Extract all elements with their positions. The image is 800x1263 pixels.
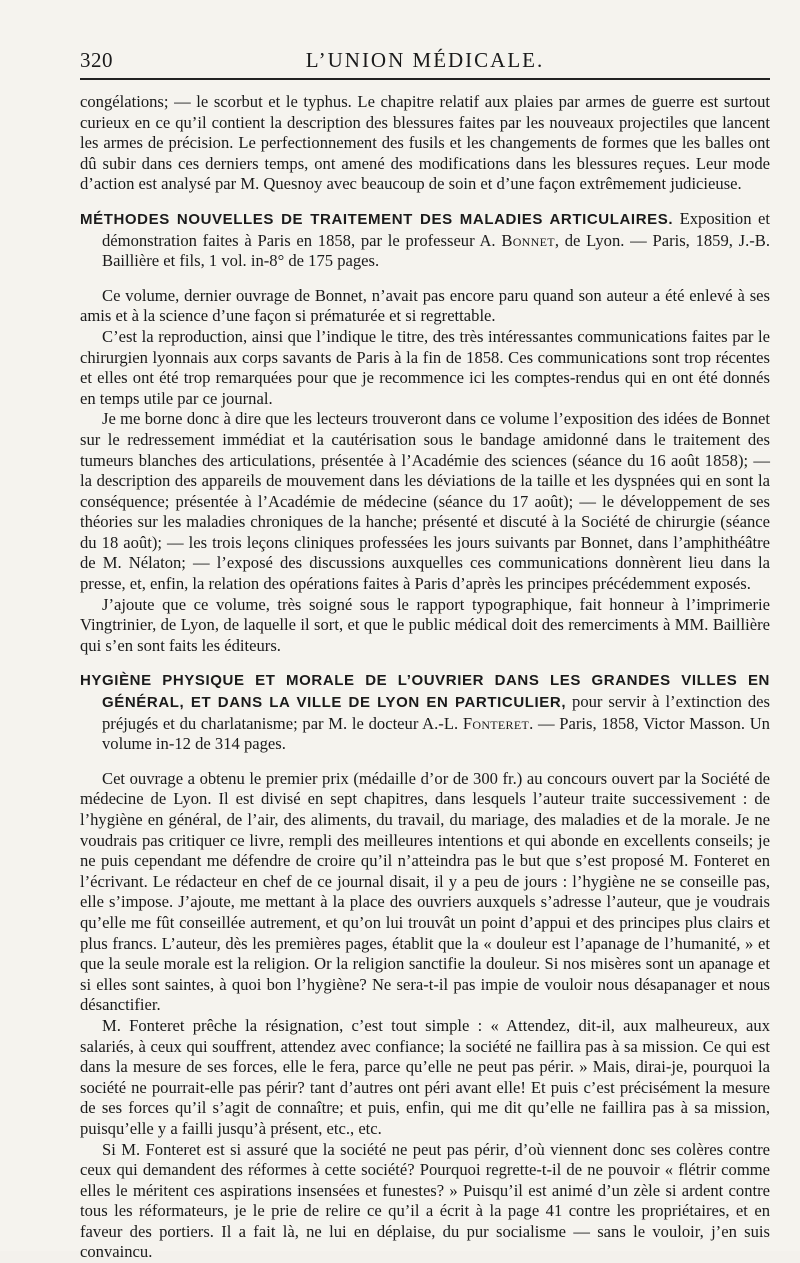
intro-paragraph: congélations; — le scorbut et le typhus. Le chapitre relatif aux plaies par armes de guerre est surtout curieux en ce qu’il contient la description des blessures faites par les nouveaux projectiles que lancent les armes de précision. Le perfectionnement des fusils et les changements de formes que les balles ont dû subir dans ces derniers temps, ont amené des modifications dans les blessures reçues. Leur mode d’action est analysé par M. Quesnoy avec beaucoup de soin et d’une façon extrêmement judicieuse.	[80, 92, 770, 195]
review-entry-2	[80, 670, 770, 754]
review1-paragraph-2: C’est la reproduction, ainsi que l’indique le titre, des très intéressantes communications faites par le chirurgien lyonnais aux corps savants de Paris à la fin de 1858. Ces communications sont trop récentes et elles ont été trop remarquées pour que je recommence ici les comptes-rendus qui en ont été donnés en temps utile par ce journal.	[80, 327, 770, 409]
review-author-1: Bonnet	[501, 231, 555, 250]
page-number: 320	[80, 48, 113, 73]
review-citation-2a: pour servir à l’extinction des préjugés et du charlatanisme; par M. le docteur A.-L.	[102, 692, 770, 733]
review-heading-1: MÉTHODES NOUVELLES DE TRAITEMENT DES MALADIES ARTICULAIRES.	[80, 211, 673, 228]
page-header	[80, 44, 770, 74]
page-body	[80, 92, 770, 1263]
review2-paragraph-1: Cet ouvrage a obtenu le premier prix (médaille d’or de 300 fr.) au concours ouvert par la Société de médecine de Lyon. Il est divisé en sept chapitres, dans lesquels l’auteur traite successivement : de l’hygiène en général, de l’air, des aliments, du travail, du mariage, des maladies et de la morale. Je ne voudrais pas critiquer ce livre, rempli des meilleures intentions et qui abonde en excellents conseils; je ne puis cependant me défendre de croire qu’il n’atteindra pas le but que s’est proposé M. Fonteret en l’écrivant. Le rédacteur en chef de ce journal disait, il y a peu de jours : l’hygiène ne se conseille pas, elle s’impose. J’ajoute, me mettant à la place des ouvriers auxquels s’adresse l’auteur, que je voudrais qu’elle me fût conseillée autrement, et qu’on lui trouvât un point d’appui et des principes plus clairs et plus francs. L’auteur, dès les premières pages, établit que la « douleur est l’apanage de l’humanité, » et que la seule morale est la religion. Or la religion sanctifie la douleur. Si nos misères sont un apanage et si elles sont saintes, à quoi bon l’hygiène? Ne sera-t-il pas impie de vouloir nous désapanager et nous désanctifier.	[80, 769, 770, 1016]
review-entry-1	[80, 209, 770, 272]
spacer	[80, 195, 770, 209]
spacer	[80, 272, 770, 286]
review-author-2: Fonteret	[463, 714, 529, 733]
review2-paragraph-2: M. Fonteret prêche la résignation, c’est tout simple : « Attendez, dit-il, aux malheureux, aux salariés, à ceux qui souffrent, attendez avec confiance; la société ne faillira pas à sa mission. Ce qui est dans la mesure de ses forces, elle le fera, parce qu’elle ne peut pas périr. » Mais, dirai-je, pourquoi la société ne pourrait-elle pas périr? tant d’autres ont péri avant elle! Et puis c’est précisément la mesure de ses forces qu’il s’agit de connaître; et puis, enfin, qui me dit qu’elle ne faillira pas à sa mission, puisqu’elle y a failli jusqu’à présent, etc., etc.	[80, 1016, 770, 1140]
header-rule	[80, 78, 770, 80]
review-citation-1a: Exposition et démonstration faites à Paris en 1858, par le professeur A.	[102, 209, 770, 250]
running-head: L’UNION MÉDICALE.	[80, 48, 770, 73]
spacer	[80, 755, 770, 769]
review-citation-2b: . — Paris, 1858, Victor Masson. Un volume in-12 de 314 pages.	[102, 714, 770, 754]
review-citation-1b: , de Lyon. — Paris, 1859, J.-B. Baillière et fils, 1 vol. in-8° de 175 pages.	[102, 231, 770, 271]
review1-paragraph-4: J’ajoute que ce volume, très soigné sous le rapport typographique, fait honneur à l’imprimerie Vingtrinier, de Lyon, de laquelle il sort, et que le public médical doit des remerciments à MM. Baillière qui s’en sont faits les éditeurs.	[80, 595, 770, 657]
spacer	[80, 656, 770, 670]
review1-paragraph-1: Ce volume, dernier ouvrage de Bonnet, n’avait pas encore paru quand son auteur a été enlevé à ses amis et à la science d’une façon si prématurée et si regrettable.	[80, 286, 770, 327]
review1-paragraph-3: Je me borne donc à dire que les lecteurs trouveront dans ce volume l’exposition des idées de Bonnet sur le redressement immédiat et la cautérisation sous le bandage amidonné dans le traitement des tumeurs blanches des articulations, présentée à l’Académie des sciences (séance du 16 août 1858); — la description des appareils de mouvement dans les déviations de la taille et les dyspnées qui en sont la conséquence; présentée à l’Académie de médecine (séance du 17 août); — le développement de ses théories sur les maladies chroniques de la hanche; présenté et discuté à la Société de chirurgie (séance du 18 août); — les trois leçons cliniques professées les jours suivants par Bonnet, dans l’amphithéâtre de M. Nélaton; — l’exposé des discussions auxquelles ces communications donnèrent lieu dans la presse, et, enfin, la relation des opérations faites à Paris d’après les principes précédemment exposés.	[80, 409, 770, 594]
review2-paragraph-3: Si M. Fonteret est si assuré que la société ne peut pas périr, d’où viennent donc ses colères contre ceux qui demandent des réformes à cette société? Pourquoi regrette-t-il de ne pouvoir « flétrir comme elles le méritent ces aspirations insensées et funestes? » Puisqu’il est animé d’un zèle si ardent contre tous les réformateurs, je le prie de relire ce qu’il a écrit à la page 41 contre les propriétaires, et en faveur des portiers. Il a fait là, ne lui en déplaise, du pur socialisme — sans le vouloir, j’en suis convaincu.	[80, 1140, 770, 1263]
review-heading-2: HYGIÈNE PHYSIQUE ET MORALE DE L’OUVRIER DANS LES GRANDES VILLES EN GÉNÉRAL, ET DANS LA VILLE DE LYON EN PARTICULIER,	[80, 672, 770, 711]
